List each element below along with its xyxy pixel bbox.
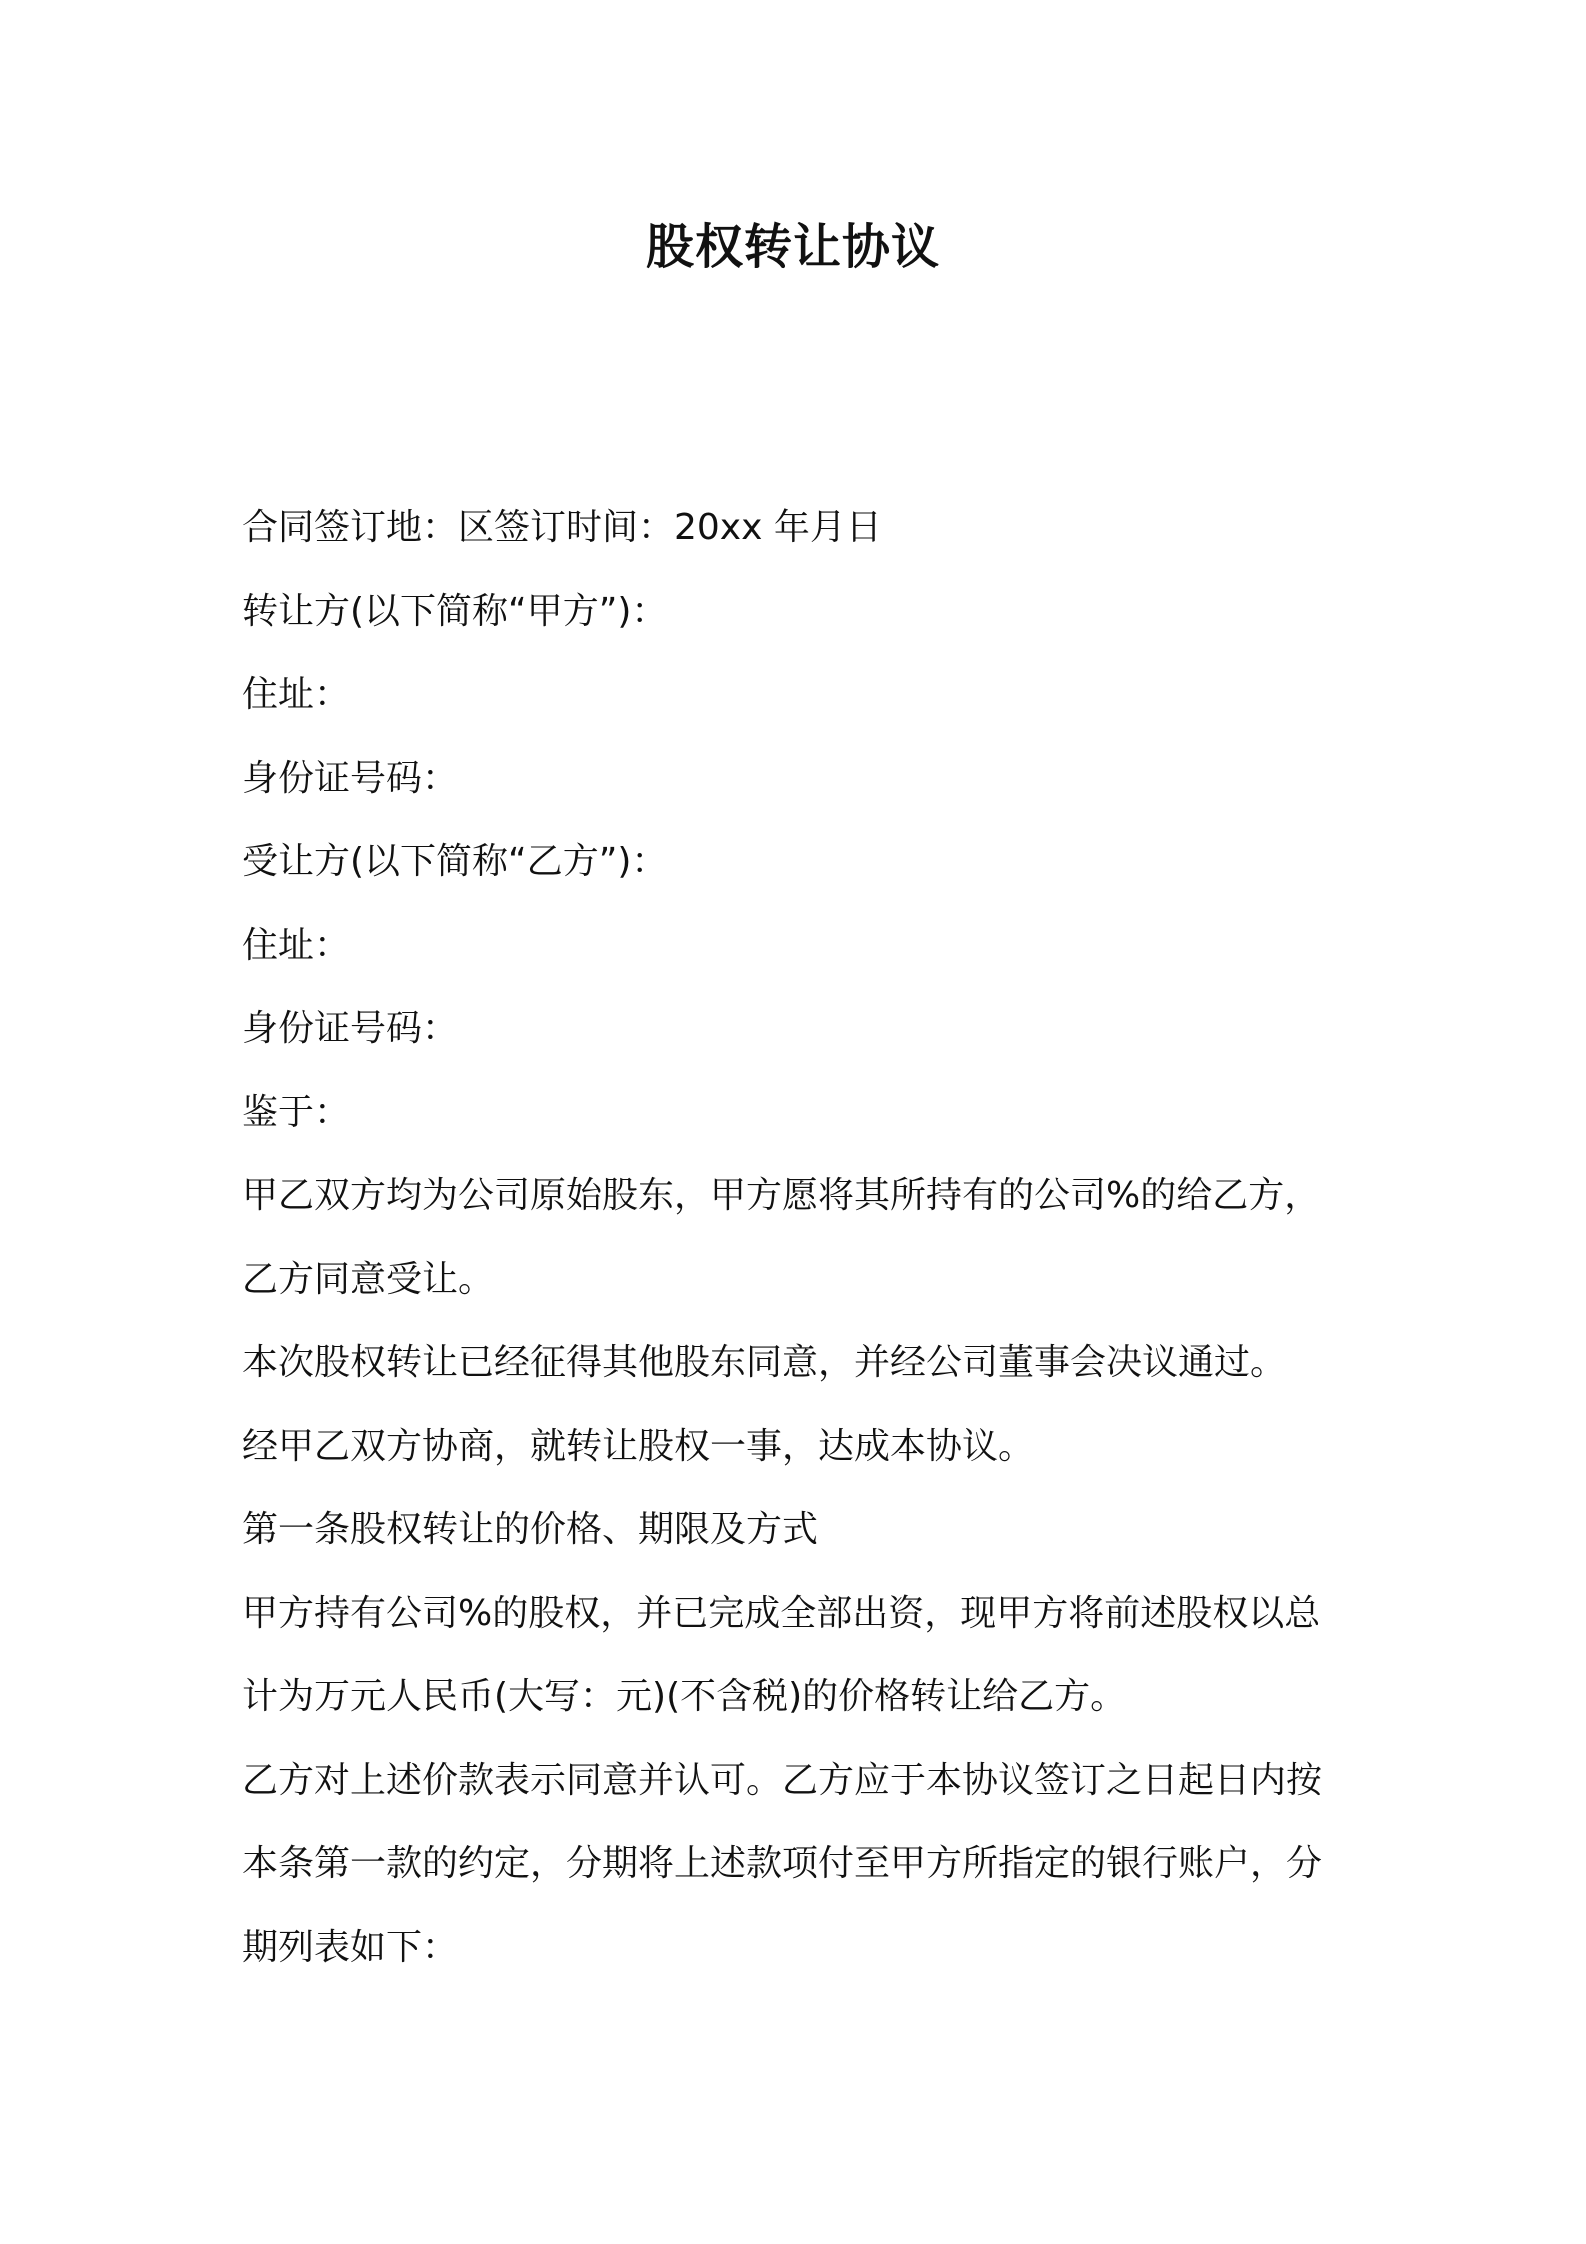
whereas-heading: 鉴于： xyxy=(242,1091,351,1133)
transferee-address-line: 住址： xyxy=(242,924,351,966)
document-title: 股权转让协议 xyxy=(645,219,940,275)
paragraph-line: 甲方持有公司%的股权，并已完成全部出资，现甲方将前述股权以总 xyxy=(242,1592,1321,1634)
article-one-heading: 第一条股权转让的价格、期限及方式 xyxy=(242,1509,819,1550)
transferor-line: 转让方(以下简称“甲方”)： xyxy=(242,590,668,632)
paragraph-line: 甲乙双方均为公司原始股东，甲方愿将其所持有的公司%的给乙方， xyxy=(242,1175,1321,1216)
document-body xyxy=(242,486,1352,1989)
paragraph-line: 乙方对上述价款表示同意并认可。乙方应于本协议签订之日起日内按 xyxy=(242,1759,1323,1801)
paragraph-line: 本条第一款的约定，分期将上述款项付至甲方所指定的银行账户，分 xyxy=(242,1843,1323,1884)
paragraph-line: 期列表如下： xyxy=(242,1926,459,1968)
paragraph-line: 计为万元人民币(大写：元)(不含税)的价格转让给乙方。 xyxy=(242,1676,1127,1717)
paragraph-line: 经甲乙双方协商，就转让股权一事，达成本协议。 xyxy=(242,1425,1035,1467)
transferee-line: 受让方(以下简称“乙方”)： xyxy=(242,841,668,882)
paragraph-line: 乙方同意受让。 xyxy=(242,1258,495,1300)
transferor-address-line: 住址： xyxy=(242,674,351,715)
signing-place-time-line: 合同签订地：区签订时间：20xx 年月日 xyxy=(242,507,882,548)
transferee-id-line: 身份证号码： xyxy=(242,1008,459,1049)
transferor-id-line: 身份证号码： xyxy=(242,757,459,799)
paragraph-line: 本次股权转让已经征得其他股东同意，并经公司董事会决议通过。 xyxy=(242,1342,1287,1383)
